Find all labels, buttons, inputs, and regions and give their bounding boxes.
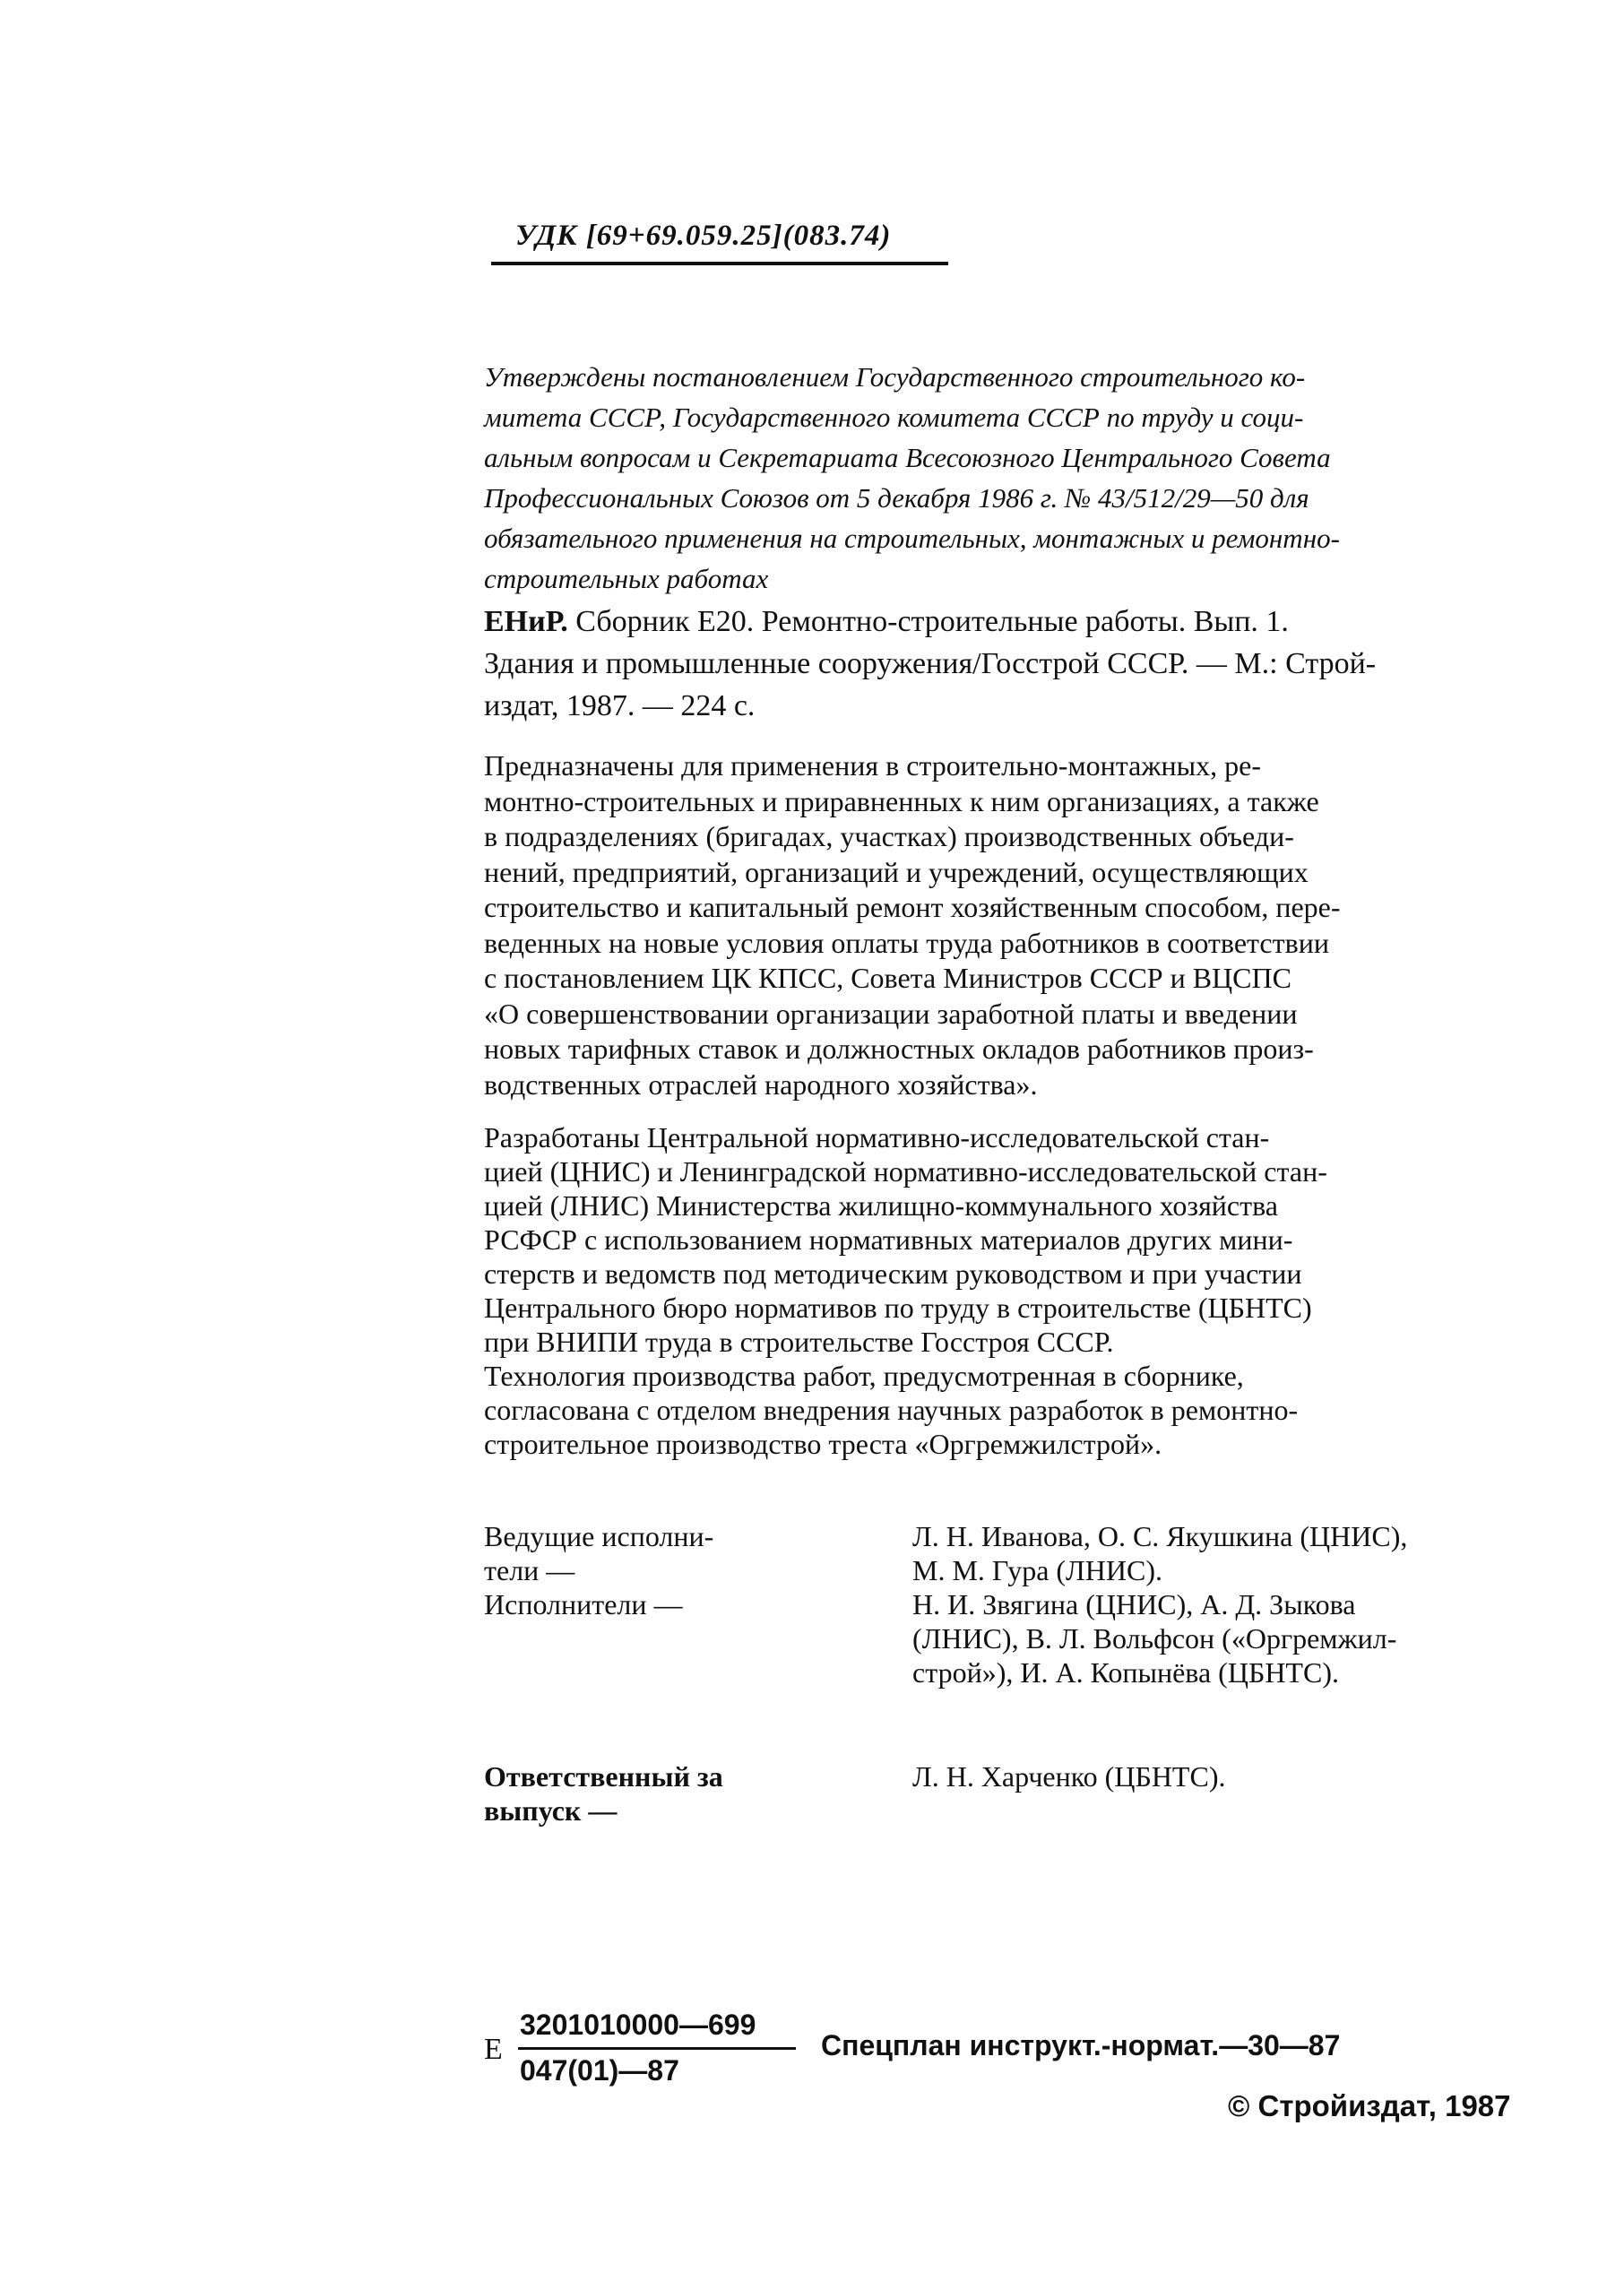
purpose-line: «О совершенствовании организации заработной платы и введении xyxy=(484,997,1298,1030)
developers-line: РСФСР с использованием нормативных материалов других мини- xyxy=(484,1223,1293,1256)
udk-code: УДК [69+69.059.25](083.74) xyxy=(515,220,892,252)
responsible-label xyxy=(484,1759,723,1828)
approval-line: Утверждены постановлением Государственного строительного ко- xyxy=(484,361,1306,393)
staff-names-line: Л. Н. Харченко (ЦБНТС). xyxy=(912,1760,1226,1793)
developers-line: при ВНИПИ труда в строительстве Госстроя СССР. xyxy=(484,1326,1114,1358)
imprint-letter: Е xyxy=(484,2033,503,2066)
copyright-notice: © Стройиздат, 1987 xyxy=(1228,2089,1511,2122)
udk-underline xyxy=(491,262,948,265)
purpose-line: с постановлением ЦК КПСС, Совета Министров СССР и ВЦСПС xyxy=(484,962,1291,994)
bibliographic-title: Сборник Е20. Ремонтно-строительные работы. Вып. 1. xyxy=(575,605,1289,638)
executors-label xyxy=(484,1587,683,1621)
bibliographic-record xyxy=(484,601,1542,727)
imprint-denominator: 047(01)—87 xyxy=(520,2054,679,2087)
bibliographic-line: Здания и промышленные сооружения/Госстрой СССР. — М.: Строй- xyxy=(484,647,1377,680)
staff-names-line: Н. И. Звягина (ЦНИС), А. Д. Зыкова xyxy=(912,1588,1356,1620)
bibliographic-line: издат, 1987. — 224 с. xyxy=(484,689,756,722)
imprint-numerator: 3201010000—699 xyxy=(520,2009,756,2041)
executors-names xyxy=(912,1587,1396,1689)
developers-line: стерств и ведомств под методическим руководством и при участии xyxy=(484,1257,1302,1290)
imprint-plan: Спецплан инструкт.-нормат.—30—87 xyxy=(821,2029,1341,2061)
developers-line: цией (ЦНИС) и Ленинградской нормативно-исследовательской стан- xyxy=(484,1155,1327,1188)
lead-executors-label xyxy=(484,1519,713,1587)
staff-label-line: Исполнители — xyxy=(484,1588,683,1620)
purpose-paragraph xyxy=(484,748,1542,1102)
purpose-line: водственных отраслей народного хозяйства». xyxy=(484,1067,1038,1101)
staff-label-line: выпуск — xyxy=(484,1794,618,1827)
responsible-name xyxy=(912,1759,1225,1793)
staff-label-line: Ведущие исполни- xyxy=(484,1520,714,1552)
developers-line: Разработаны Центральной нормативно-исследовательской стан- xyxy=(484,1121,1270,1154)
approval-statement xyxy=(484,357,1542,599)
enir-abbreviation: ЕНиР. xyxy=(484,605,568,638)
staff-names-line: Л. Н. Иванова, О. С. Якушкина (ЦНИС), xyxy=(912,1520,1408,1552)
purpose-line: строительство и капитальный ремонт хозяйственным способом, пере- xyxy=(484,891,1341,923)
imprint-fraction-bar xyxy=(518,2047,796,2050)
staff-label-line: Ответственный за xyxy=(484,1760,723,1793)
developers-line: Технология производства работ, предусмотренная в сборнике, xyxy=(484,1360,1244,1392)
purpose-line: нений, предприятий, организаций и учреждений, осуществляющих xyxy=(484,855,1309,888)
developers-line: строительное производство треста «Оргремжилстрой». xyxy=(484,1428,1162,1460)
staff-names-line: строй»), И. А. Копынёва (ЦБНТС). xyxy=(912,1656,1339,1689)
approval-line: альным вопросам и Секретариата Всесоюзного Центрального Совета xyxy=(484,442,1331,473)
approval-line: строительных работах xyxy=(484,563,769,594)
staff-names-line: (ЛНИС), В. Л. Вольфсон («Оргремжил- xyxy=(912,1622,1397,1655)
staff-names-line: М. М. Гура (ЛНИС). xyxy=(912,1554,1162,1586)
developers-paragraph xyxy=(484,1120,1542,1461)
bibliographic-line xyxy=(484,601,1542,643)
purpose-line: новых тарифных ставок и должностных окладов работников произ- xyxy=(484,1033,1314,1065)
staff-label-line: тели — xyxy=(484,1554,575,1586)
purpose-line: монтно-строительных и приравненных к ним организациях, а также xyxy=(484,784,1319,817)
developers-line: цией (ЛНИС) Министерства жилищно-коммунального хозяйства xyxy=(484,1189,1278,1222)
lead-executors-names xyxy=(912,1519,1407,1587)
purpose-line: веденных на новые условия оплаты труда работников в соответствии xyxy=(484,926,1329,959)
developers-line: Центрального бюро нормативов по труду в строительстве (ЦБНТС) xyxy=(484,1292,1312,1324)
purpose-line: в подразделениях (бригадах, участках) производственных объеди- xyxy=(484,820,1294,852)
developers-line: согласована с отделом внедрения научных разработок в ремонтно- xyxy=(484,1394,1299,1426)
purpose-line: Предназначены для применения в строительно-монтажных, ре- xyxy=(484,749,1261,782)
approval-line: обязательного применения на строительных, монтажных и ремонтно- xyxy=(484,523,1340,554)
approval-line: митета СССР, Государственного комитета СССР по труду и соци- xyxy=(484,402,1304,433)
approval-line: Профессиональных Союзов от 5 декабря 1986 г. № 43/512/29—50 для xyxy=(484,482,1309,514)
